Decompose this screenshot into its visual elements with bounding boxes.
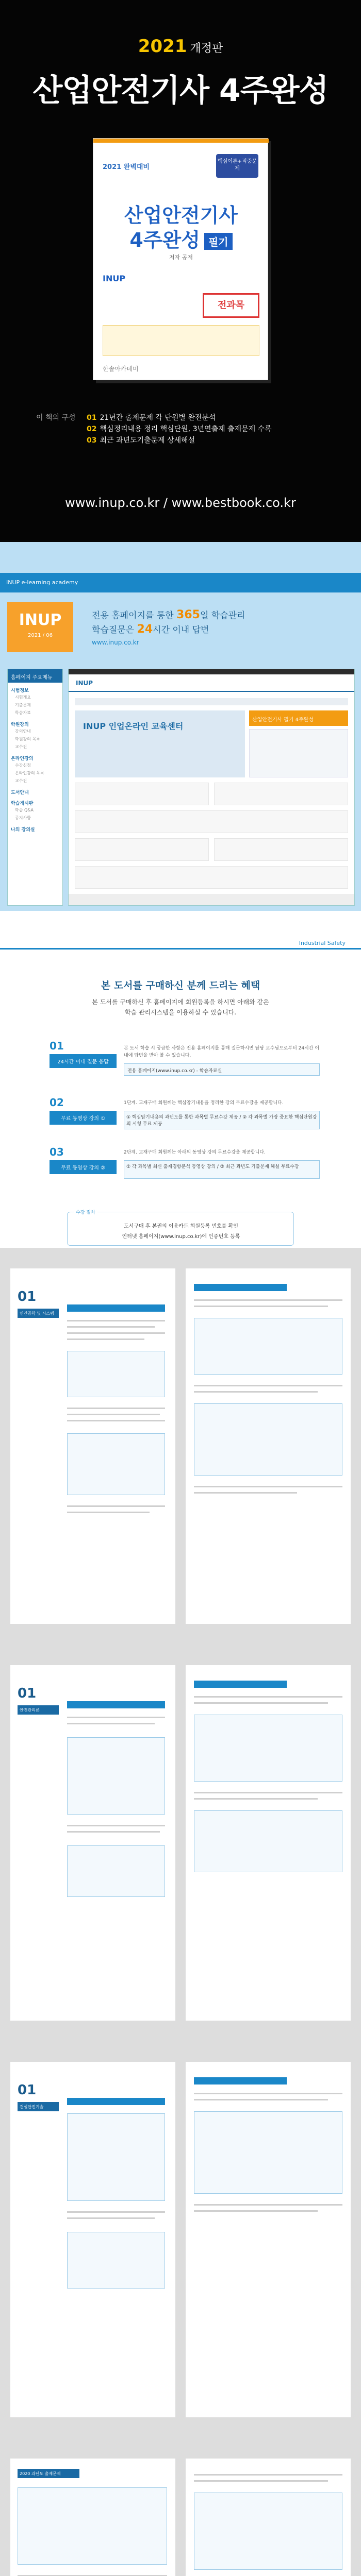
inup-bar: INUP e-learning academy <box>0 573 361 592</box>
menu-group[interactable]: 도서안내 <box>11 790 29 795</box>
features-label: 이 책의 구성 <box>36 414 76 422</box>
site-block <box>75 783 209 805</box>
industrial-divider: Industrial Safety <box>0 948 361 950</box>
hero-section <box>0 0 361 542</box>
publisher-logo: 한솔아카데미 <box>103 365 139 372</box>
chapter-number: 01 <box>18 1686 37 1701</box>
site-block <box>75 866 348 889</box>
site-footer <box>69 894 354 905</box>
chapter-label: 인간공학 및 시스템 <box>18 1309 59 1318</box>
book-cover <box>93 138 268 380</box>
benefit-line-1: 전용 홈페이지를 통한 365일 학습관리 <box>92 608 245 621</box>
benefits-heading: 본 도서를 구매하신 분께 드리는 혜택 <box>101 980 260 991</box>
menu-item[interactable]: 학습 Q&A <box>15 808 34 812</box>
menu-item[interactable]: 수강신청 <box>15 763 31 768</box>
menu-item[interactable]: 기출문제 <box>15 703 31 707</box>
benefit-text: 1단계. 교재구매 회원께는 핵심암기내용을 정리한 강의 무료수강을 제공합니다. <box>124 1100 284 1106</box>
chapter-label: 건설안전기술 <box>18 2102 59 2111</box>
benefit-text: 2단계. 교재구매 회원께는 아래의 동영상 강의 무료수강을 제공합니다. <box>124 1150 266 1155</box>
feature-item: 01 21년간 출제문제 각 단원별 완전분석 <box>87 414 216 422</box>
preview-page-right <box>186 2459 351 2576</box>
cover-authors: 저자 공저 <box>169 254 193 261</box>
menu-item[interactable]: 학원강의 목록 <box>15 737 40 741</box>
menu-item[interactable]: 온라인강의 목록 <box>15 771 44 775</box>
menu-item[interactable]: 학습자료 <box>15 710 31 715</box>
site-side <box>249 729 348 777</box>
menu-group[interactable]: 온라인강의 <box>11 756 34 761</box>
menu-group[interactable]: 학원강의 <box>11 722 29 727</box>
preview-spread-2 <box>0 1645 361 2041</box>
check-box: 수강 절차 도서구매 후 본권의 이용카드 회원등록 번호를 확인 인터넷 홈페이지(www.inup.co.kr)에 인증번호 등록 <box>67 1212 294 1246</box>
site-block <box>75 838 209 861</box>
edition-year: 2021 개정판 <box>138 36 223 57</box>
site-url[interactable]: www.inup.co.kr <box>92 639 139 646</box>
preview-page-left <box>10 1268 175 1624</box>
chapter-label: 2020 과년도 출제문제 <box>18 2469 79 2478</box>
site-nav <box>75 698 348 705</box>
site-block <box>214 838 348 861</box>
benefit-item: 02 무료 동영상 강의 ① <box>50 1096 117 1125</box>
cover-badge: 핵심이론+적중문제 <box>216 154 258 178</box>
inup-section <box>0 542 361 911</box>
menu-item[interactable]: 강의안내 <box>15 729 31 734</box>
benefit-item: 01 24시간 이내 질문 응답 <box>50 1040 117 1068</box>
benefits-sub: 학습 관리시스템을 이용하실 수 있습니다. <box>124 1009 237 1016</box>
menu-item[interactable]: 교수진 <box>15 778 27 783</box>
inup-badge: INUP 2021 / 06 <box>7 602 73 652</box>
menu-group[interactable]: 시험정보 <box>11 688 29 693</box>
site-urls[interactable]: www.inup.co.kr / www.bestbook.co.kr <box>65 496 296 510</box>
site-banner: INUP 인업온라인 교육센터 <box>75 710 245 777</box>
menu-item[interactable]: 공지사항 <box>15 816 31 820</box>
site-header: INUP <box>69 674 354 692</box>
preview-page-left <box>10 1665 175 2021</box>
preview-page-right <box>186 2062 351 2417</box>
menu-item[interactable]: 시험개요 <box>15 695 31 700</box>
benefit-line-2: 학습질문은 24시간 이내 답변 <box>92 623 209 636</box>
cover-blurb <box>103 325 259 356</box>
site-block <box>75 810 348 833</box>
menu-item[interactable]: 교수진 <box>15 744 27 749</box>
site-block <box>214 783 348 805</box>
benefit-box: ① 핵심암기내용의 과년도를 통한 과목별 무료수강 제공 / ② 각 과목별 가장 중요한 핵심단원강의 시청 무료 제공 <box>124 1111 320 1129</box>
cover-edition: 2021 완벽대비 <box>103 163 150 171</box>
benefit-box: 전용 홈페이지(www.inup.co.kr) - 학습자료실 <box>124 1063 320 1076</box>
chapter-label: 안전관리론 <box>18 1705 59 1715</box>
preview-spread-3 <box>0 2041 361 2438</box>
site-screenshot <box>68 669 355 906</box>
book-title: 산업안전기사 4주완성 <box>32 73 329 109</box>
menu-title: 홈페이지 주요메뉴 <box>8 669 62 683</box>
benefits-section <box>0 911 361 1248</box>
inup-logo: INUP <box>103 274 126 283</box>
menu-group[interactable]: 학습게시판 <box>11 801 34 806</box>
preview-page-right <box>186 1268 351 1624</box>
menu-group[interactable]: 나의 강의실 <box>11 827 35 833</box>
chapter-number: 01 <box>18 1289 37 1304</box>
benefit-text: 본 도서 학습 시 궁금한 사항은 전용 홈페이지를 통해 질문하시면 담당 교수님으로부터 24시간 이내에 답변을 받아 볼 수 있습니다. <box>124 1046 320 1058</box>
benefit-item: 03 무료 동영상 강의 ② <box>50 1146 117 1174</box>
chapter-number: 01 <box>18 2082 37 2098</box>
feature-item: 02 핵심정리내용 정리 핵심단원, 3년연출제 출제문제 수록 <box>87 425 272 433</box>
benefit-box: ① 각 과목별 최신 출제경향분석 동영상 강의 / ② 최근 과년도 기출문제 해설 무료수강 <box>124 1160 320 1179</box>
preview-page-left <box>10 2459 175 2576</box>
preview-page-right <box>186 1665 351 2021</box>
benefits-sub: 본 도서를 구매하신 후 홈페이지에 회원등록을 하시면 아래와 같은 <box>92 998 269 1006</box>
feature-item: 03 최근 과년도기출문제 상세해설 <box>87 436 195 445</box>
preview-page-left <box>10 2062 175 2417</box>
preview-spread-4 <box>0 2438 361 2576</box>
preview-spread-1 <box>0 1248 361 1645</box>
cover-title-2: 4주완성 필기 <box>93 224 269 252</box>
site-promo: 산업안전기사 필기 4주완성 <box>249 710 348 726</box>
cover-stamp: 전과목 <box>203 293 259 318</box>
cover-title-1: 산업안전기사 <box>124 204 238 227</box>
homepage-menu <box>7 669 63 906</box>
